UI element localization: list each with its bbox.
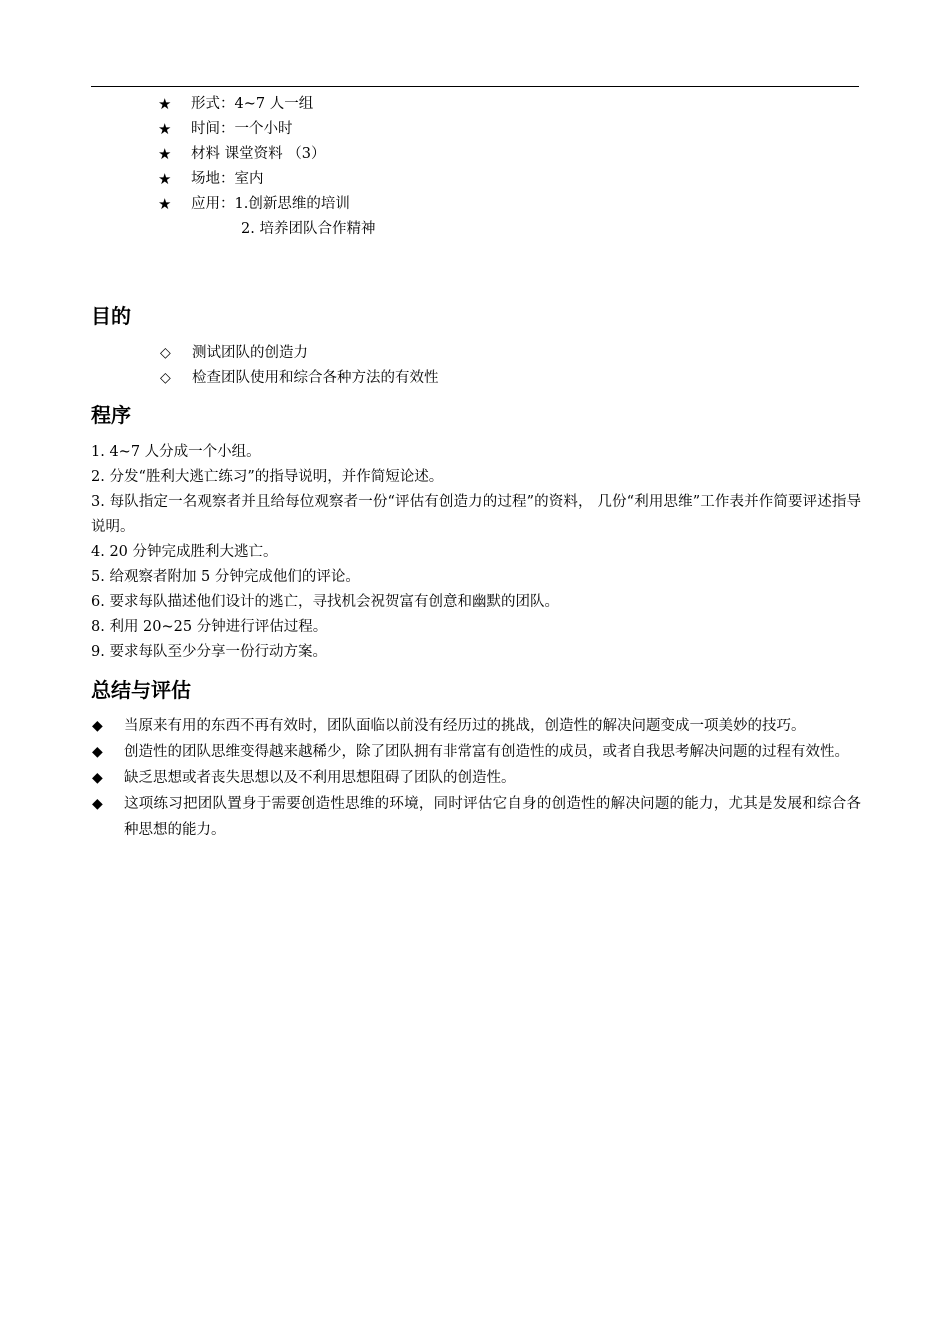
star-bullet-icon: ★ — [158, 95, 172, 113]
purpose-heading: 目的 — [91, 304, 131, 328]
summary-heading: 总结与评估 — [91, 678, 191, 702]
summary-item-text: 缺乏思想或者丧失思想以及不利用思想阻碍了团队的创造性。 — [124, 770, 516, 786]
summary-item — [91, 765, 861, 791]
info-item-format — [158, 92, 858, 117]
procedure-step: 8. 利用 20~25 分钟进行评估过程。 — [91, 619, 328, 635]
purpose-item — [158, 341, 858, 366]
purpose-item-text: 检查团队使用和综合各种方法的有效性 — [192, 370, 439, 386]
procedure-step: 9. 要求每队至少分享一份行动方案。 — [91, 644, 327, 660]
procedure-step: 4. 20 分钟完成胜利大逃亡。 — [91, 544, 278, 560]
solid-diamond-icon: ◆ — [92, 718, 103, 734]
info-item-time — [158, 117, 858, 142]
info-item-text: 材料 课堂资料 （3） — [191, 146, 326, 162]
info-application-sub-item: 2. 培养团队合作精神 — [241, 221, 376, 237]
summary-item — [91, 791, 861, 843]
purpose-item — [158, 366, 858, 391]
star-bullet-icon: ★ — [158, 195, 172, 213]
procedure-step: 2. 分发“胜利大逃亡练习”的指导说明，并作简短论述。 — [91, 469, 444, 485]
procedure-step: 1. 4~7 人分成一个小组。 — [91, 444, 261, 460]
procedure-steps — [91, 440, 861, 665]
procedure-heading: 程序 — [91, 403, 131, 427]
info-item-venue — [158, 167, 858, 192]
hollow-diamond-icon: ◇ — [160, 345, 171, 361]
solid-diamond-icon: ◆ — [92, 770, 103, 786]
info-item-text: 场地：室内 — [191, 171, 264, 187]
info-item-text: 时间：一个小时 — [191, 121, 293, 137]
summary-list — [91, 713, 861, 843]
solid-diamond-icon: ◆ — [92, 744, 103, 760]
activity-info-list — [158, 92, 858, 242]
info-item-text: 应用：1.创新思维的培训 — [191, 196, 350, 212]
info-item-materials — [158, 142, 858, 167]
summary-item-text: 当原来有用的东西不再有效时，团队面临以前没有经历过的挑战，创造性的解决问题变成一项美妙的技巧。 — [124, 718, 806, 734]
summary-item — [91, 739, 861, 765]
info-item-application — [158, 192, 858, 217]
purpose-item-text: 测试团队的创造力 — [192, 345, 308, 361]
hollow-diamond-icon: ◇ — [160, 370, 171, 386]
star-bullet-icon: ★ — [158, 145, 172, 163]
header-rule — [91, 86, 859, 87]
star-bullet-icon: ★ — [158, 170, 172, 188]
info-item-text: 形式：4~7 人一组 — [191, 96, 314, 112]
summary-item-text: 创造性的团队思维变得越来越稀少，除了团队拥有非常富有创造性的成员，或者自我思考解决问题的过程有效性。 — [124, 744, 849, 760]
procedure-step: 6. 要求每队描述他们设计的逃亡，寻找机会祝贺富有创意和幽默的团队。 — [91, 594, 559, 610]
solid-diamond-icon: ◆ — [92, 796, 103, 812]
summary-item-text: 这项练习把团队置身于需要创造性思维的环境，同时评估它自身的创造性的解决问题的能力，尤其是发展和综合各种思想的能力。 — [124, 796, 861, 838]
star-bullet-icon: ★ — [158, 120, 172, 138]
procedure-step: 3. 每队指定一名观察者并且给每位观察者一份“评估有创造力的过程”的资料， 几份“利用思维”工作表并作简要评述指导说明。 — [91, 494, 861, 535]
procedure-step: 5. 给观察者附加 5 分钟完成他们的评论。 — [91, 569, 360, 585]
purpose-list — [158, 341, 858, 391]
summary-item — [91, 713, 861, 739]
